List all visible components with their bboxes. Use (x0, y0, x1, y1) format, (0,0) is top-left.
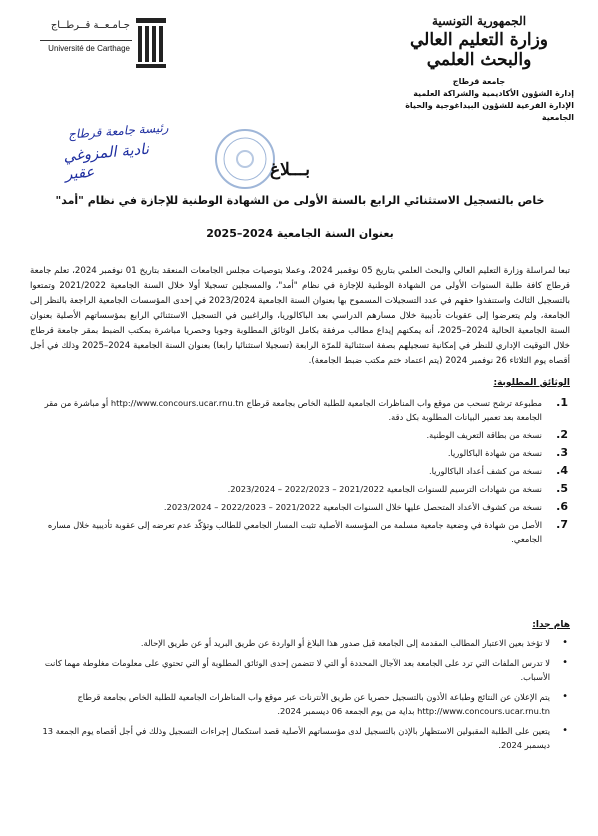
ministry-header (384, 14, 574, 124)
columns-icon (134, 14, 168, 70)
item-text: نسخة من كشف أعداد الباكالوريا. (428, 466, 542, 476)
important-notes-list (28, 636, 568, 758)
list-item (28, 396, 568, 424)
admin-name: إدارة الشؤون الأكاديمية والشراكة العلمية (413, 89, 574, 98)
official-stamp-icon (214, 128, 276, 190)
list-item (28, 690, 568, 718)
required-documents-list (28, 396, 568, 550)
body-paragraph: تبعا لمراسلة وزارة التعليم العالي والبحث العلمي بتاريخ 05 نوفمبر 2024، وعملا بتوصيات مجلس الجامعات المنعقد بتاريخ 01 نوفمبر 2024، تعلم جامعة قرطاج كافة طلبة السنوات الأولى من الشهادة الوطنية للإجازة في نظام "أمد"، والمسجلين تسجيلا أولا خلال السنة الجامعية 2021/2022 وتمتعوا بالتسجيل الثالث واستنفذوا حقهم في عدد التسجيلات المسموح بها بعنوان السنة الجامعية 2023/2024 في إحدى المؤسسات الجامعية الراجعة بالنظر إلى الجامعة، ولم يتعرضوا إلى عقوبات تأديبية خلال مسارهم الدراسي بعد الباكالوريا، والراغبين في التسجيل الاستثنائي الرابع بمؤسساتهم الأصلية بعنوان السنة الجامعية الحالية 2024–2025، أنه يمكنهم إيداع مطالب مرفقة بكامل الوثائق المطلوبة وجوبا وحصريا مباشرة بمكتب الضبط بمقر جامعة قرطاج خلال التوقيت الإداري للنظر في إمكانية تسجيلهم بصفة استثنائية للمرّة الرابعة (تسجيلا استثنائيا رابعا) بعنوان السنة الجامعية 2024–2025 وذلك في أجل أقصاه يوم الثلاثاء 26 نوفمبر 2024 (يتم اعتماد ختم مكتب ضبط الجامعة). (30, 266, 571, 366)
bullet-icon: • (562, 725, 568, 736)
university-name: جامعة قرطاج (452, 77, 506, 86)
item-text: مطبوعة ترشح تسحب من موقع واب المناظرات الجامعية للطلبة الخاص بجامعة قرطاج http://www.concours.ucar.rnu.tn أو مباشرة من مقر الجامعة بعد تعمير البيانات المطلوبة بكل دقة. (44, 398, 542, 422)
list-item (28, 446, 568, 460)
item-number: 2. (556, 428, 568, 441)
item-number: 7. (556, 518, 568, 531)
academic-year: بعنوان السنة الجامعية 2024–2025 (206, 227, 394, 240)
item-text: الأصل من شهادة في وضعية جامعية مسلمة من المؤسسة الأصلية تثبت المسار الجامعي للطالب وتؤكّد عدم تعرضه إلى عقوبة تأديبية خلال مساره الجامعي. (47, 520, 542, 544)
item-text: نسخة من بطاقة التعريف الوطنية. (426, 430, 542, 440)
page-title: بـــلاغ (270, 160, 310, 180)
university-logo (34, 14, 164, 84)
bullet-icon: • (562, 691, 568, 702)
required-documents-heading: الوثائق المطلوبة: (493, 378, 570, 388)
list-item (28, 724, 568, 752)
item-number: 4. (556, 464, 568, 477)
item-text: نسخة من شهادات الترسيم للسنوات الجامعية 2021/2022 – 2022/2023 – 2023/2024. (227, 484, 542, 494)
list-item (28, 656, 568, 684)
item-number: 5. (556, 482, 568, 495)
republic-name: الجمهورية التونسية (431, 14, 527, 28)
list-item (28, 464, 568, 478)
note-text: لا تؤخذ بعين الاعتبار المطالب المقدمة إلى الجامعة قبل صدور هذا البلاغ أو الواردة عن طريق البريد أو عن طريق الإحالة. (140, 638, 550, 648)
signature-line-2: نادية المزوغي عقير (62, 139, 150, 184)
item-number: 6. (556, 500, 568, 513)
important-heading: هام جدا: (532, 620, 570, 630)
announcement-subtitle: خاص بالتسجيل الاستثنائي الرابع بالسنة الأولى من الشهادة الوطنية للإجازة في نظام "أمد" (55, 194, 545, 207)
note-text: يتم الإعلان عن النتائج وطباعة الأذون بالتسجيل حصريا عن طريق الأنترنات عبر موقع واب المناظرات الجامعية للطلبة الخاص بجامعة قرطاج http://www.concours.ucar.rnu.tn بداية من يوم الجمعة 06 ديسمبر 2024. (77, 692, 550, 716)
logo-name-arabic: جـامـعــة قــرطــاج (50, 20, 130, 31)
item-number: 1. (556, 396, 568, 409)
item-text: نسخة من كشوف الأعداد المتحصل عليها خلال السنوات الجامعية 2021/2022 – 2022/2023 – 2023/2024. (163, 502, 542, 512)
logo-divider (40, 40, 132, 41)
list-item (28, 428, 568, 442)
ministry-name: وزارة التعليم العالي والبحث العلمي (409, 30, 549, 70)
bullet-icon: • (562, 657, 568, 668)
sub-admin-name: الإدارة الفرعية للشؤون البيداغوجية والحياة الجامعية (405, 101, 574, 122)
list-item (28, 636, 568, 650)
handwritten-signature (62, 120, 182, 184)
logo-name-french: Université de Carthage (48, 44, 130, 53)
item-number: 3. (556, 446, 568, 459)
item-text: نسخة من شهادة الباكالوريا. (447, 448, 542, 458)
note-text: لا تدرس الملفات التي ترد على الجامعة بعد الآجال المحددة أو التي لا تتضمن إحدى الوثائق المطلوبة أو التي تحتوي على معلومات مغلوطة مهما كانت الأسباب. (44, 658, 550, 682)
list-item (28, 482, 568, 496)
bullet-icon: • (562, 637, 568, 648)
note-text: يتعين على الطلبة المقبولين الاستظهار بالإذن بالتسجيل لدى مؤسساتهم الأصلية قصد استكمال إجراءات التسجيل وذلك في أجل أقصاه يوم الجمعة 13 ديسمبر 2024. (42, 726, 550, 750)
signature-line-1: رئيسة جامعة قرطاج (67, 120, 169, 142)
list-item (28, 500, 568, 514)
list-item (28, 518, 568, 546)
